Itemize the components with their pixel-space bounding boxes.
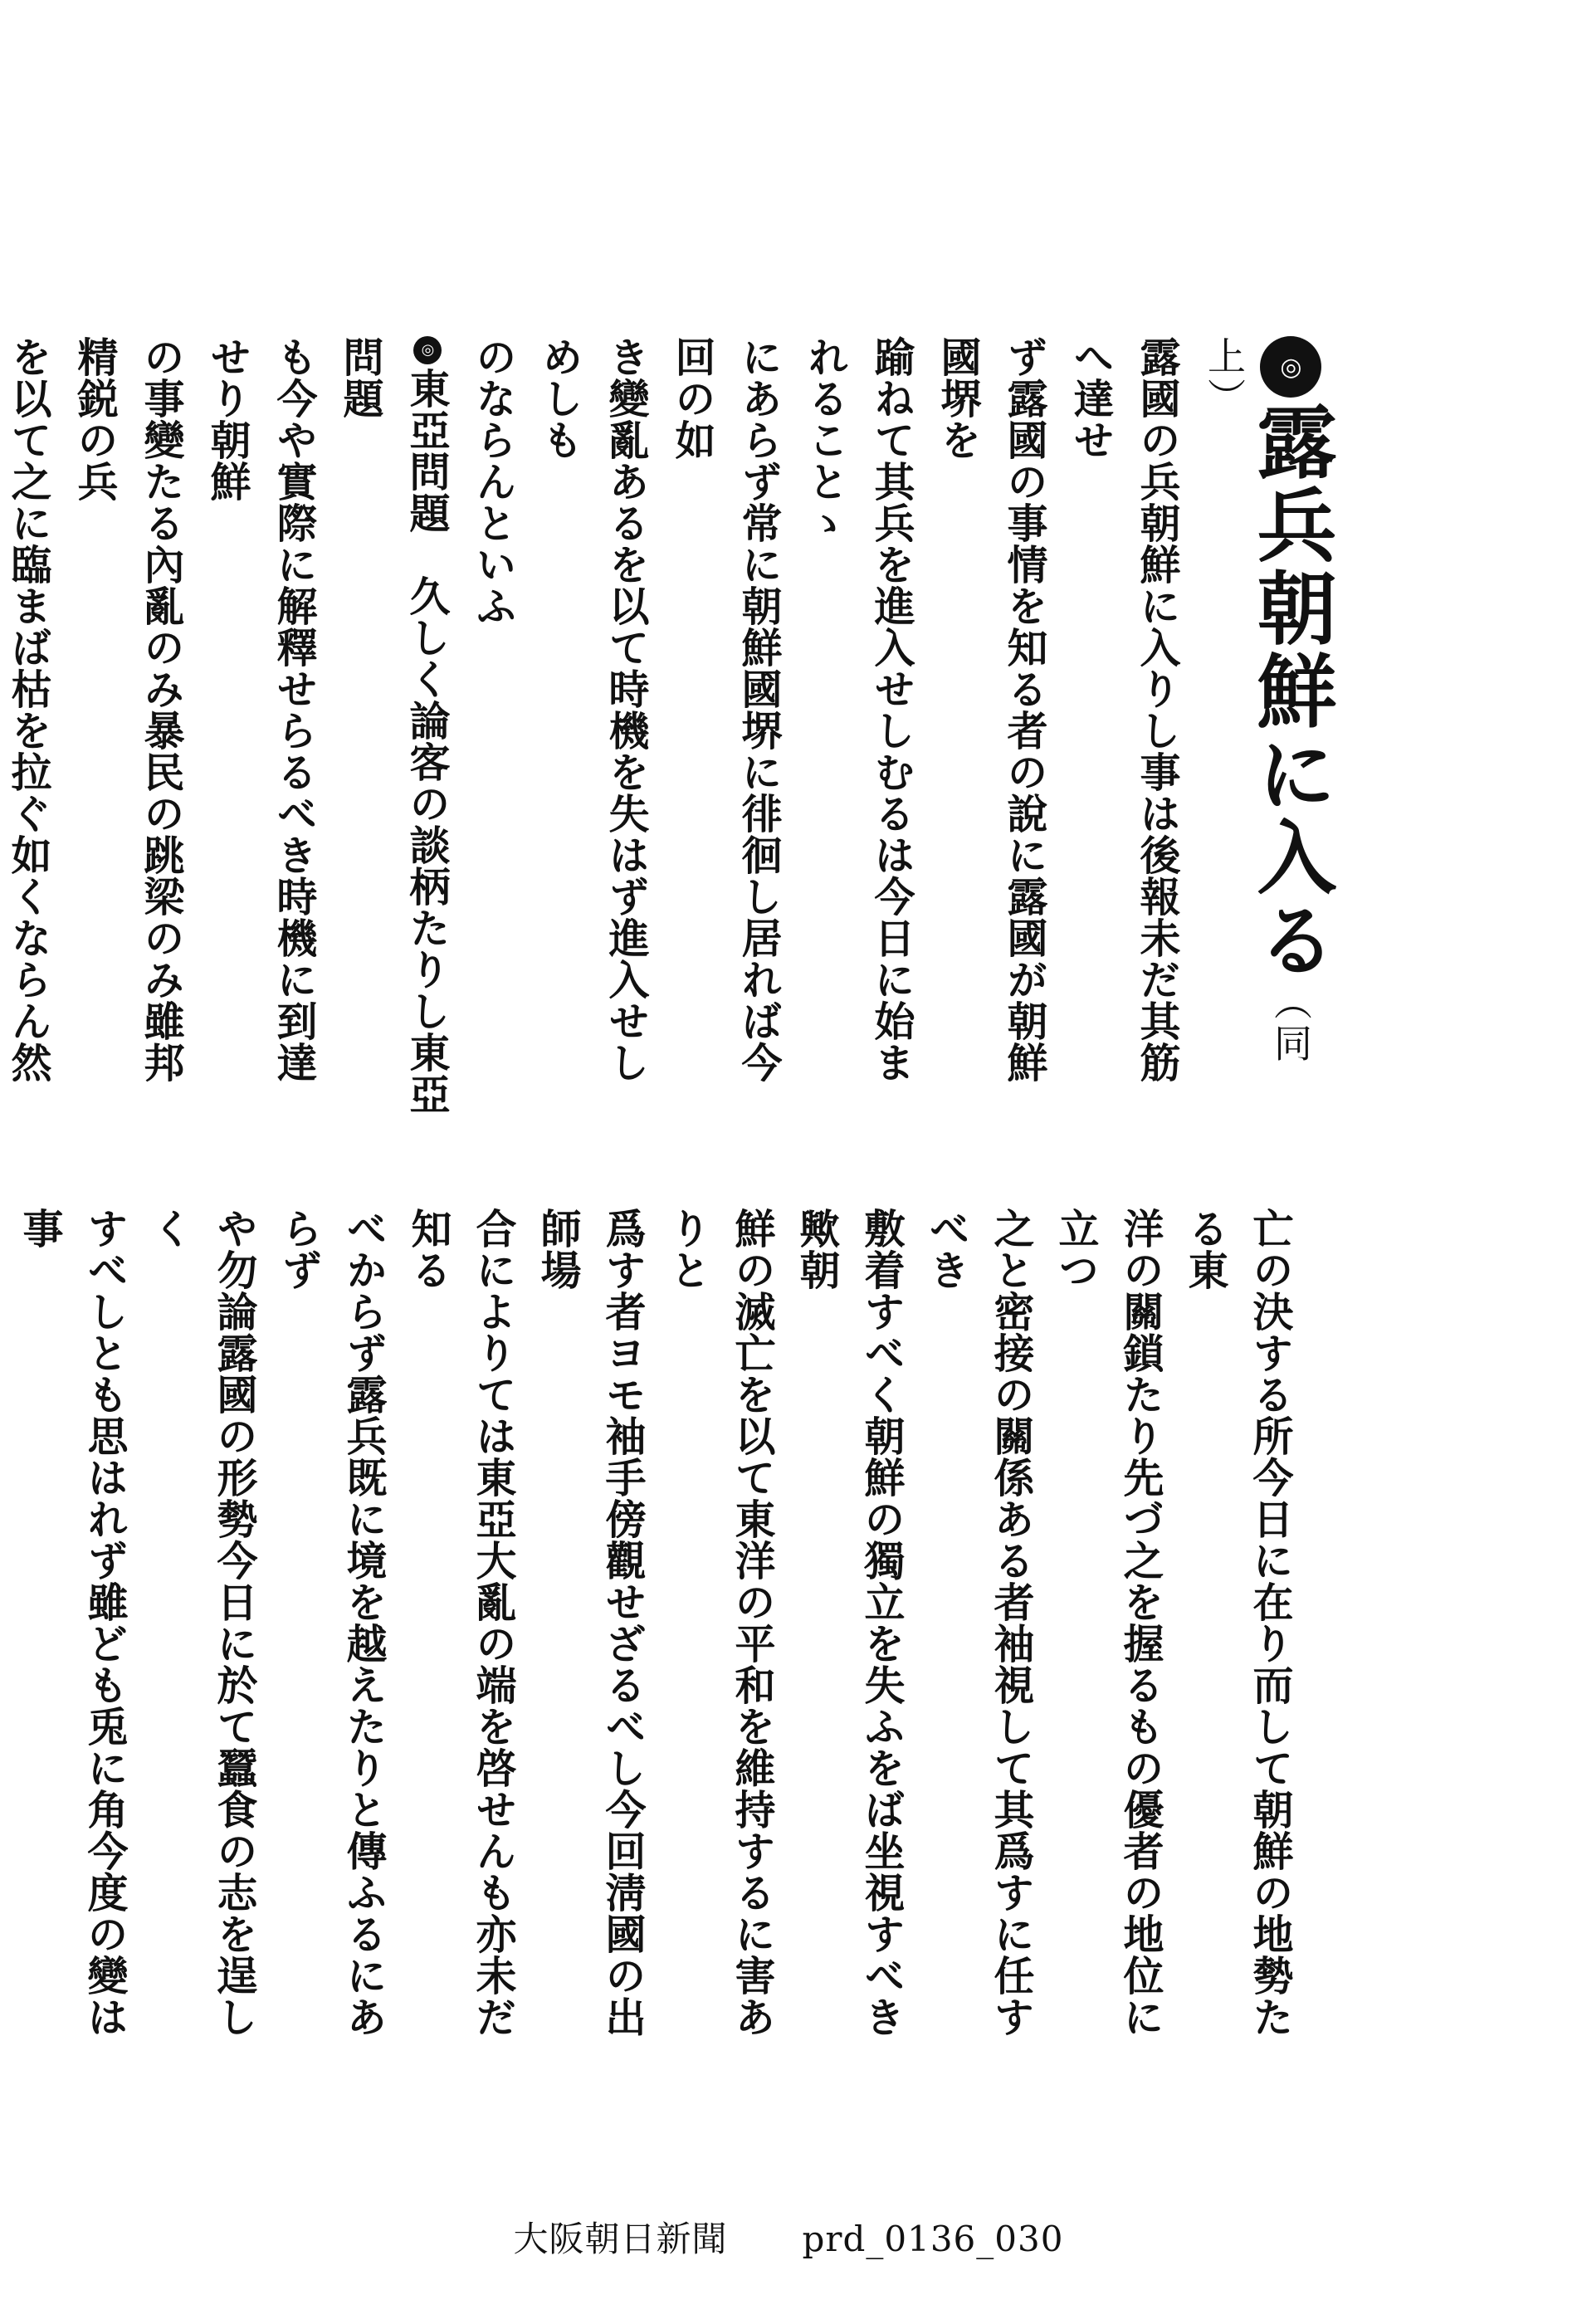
article-column: すべしとも思はれず雖ども兎に角今度の變は事 — [17, 1208, 129, 2038]
headline-text: 露兵朝鮮に入る — [1244, 401, 1338, 982]
article-column: 合によりては東亞大亂の端を啓せんも亦未だ知る — [405, 1208, 518, 2038]
article-column: 洋の關鎖たり先づ之を握るもの優者の地位に立つ — [1052, 1208, 1165, 2038]
article-column: 久しく論客の談柄たりし東亞問題 — [337, 336, 452, 1115]
article-column: べからず露兵既に境を越えたりと傳ふるにあらず — [276, 1208, 388, 2038]
article-column: 敷着すべく朝鮮の獨立を失ふをば坐視すべき歟朝 — [793, 1208, 906, 2038]
article-headline — [1178, 336, 1338, 1065]
article-column: のならんといふ — [470, 336, 518, 627]
article-column: にあらず常に朝鮮國堺に徘徊し居れば今回の如 — [669, 336, 784, 1083]
article-column: ず露國の事情を知る者の說に露國が朝鮮國堺を — [935, 336, 1049, 1083]
article-column: 爲す者ヨモ袖手傍觀せざるべし今回淸國の出師場 — [535, 1208, 647, 2038]
footer-id: prd_0136_030 — [802, 2219, 1064, 2259]
article-top — [5, 336, 1338, 1120]
article-column: 亡の決する所今日に在り而して朝鮮の地勢たる東 — [1182, 1208, 1295, 2038]
article-column: 之と密接の關係ある者袖視して其爲すに任すべき — [923, 1208, 1036, 2038]
article-column: き變亂あるを以て時機を失はず進入せしめしも — [536, 336, 651, 1083]
article-column: も今や實際に解釋せらるべき時機に到達せり朝鮮 — [204, 336, 319, 1083]
paragraph-marker-icon: ◎ — [413, 336, 442, 364]
article-bottom — [17, 1208, 1303, 2042]
article-column: 鮮の滅亡を以て東洋の平和を維持するに害ありと — [664, 1208, 777, 2038]
article-column: や勿論露國の形勢今日に於て蠶食の志を逞しく — [146, 1208, 259, 2038]
footer-source: 大阪朝日新聞 — [513, 2219, 728, 2259]
page-footer — [0, 2212, 1577, 2262]
article-column: 踰ねて其兵を進入せしむるは今日に始まれることゝ — [802, 336, 916, 1083]
article-column: 露國の兵朝鮮に入りし事は後報未だ其筋へ達せ — [1067, 336, 1182, 1083]
article-column: を以て之に臨まば枯を拉ぐ如くならん然 — [5, 336, 53, 1083]
article-column — [0, 1208, 8, 2042]
article-column: の事變たる內亂のみ暴民の跳梁のみ雖邦精鋭の兵 — [71, 336, 186, 1083]
section-marker-icon: ◎ — [1260, 336, 1321, 398]
sub-heading: 東亞問題 — [403, 368, 452, 534]
dateline: （同上） — [1202, 336, 1313, 1065]
sub-heading-row — [328, 336, 461, 1120]
